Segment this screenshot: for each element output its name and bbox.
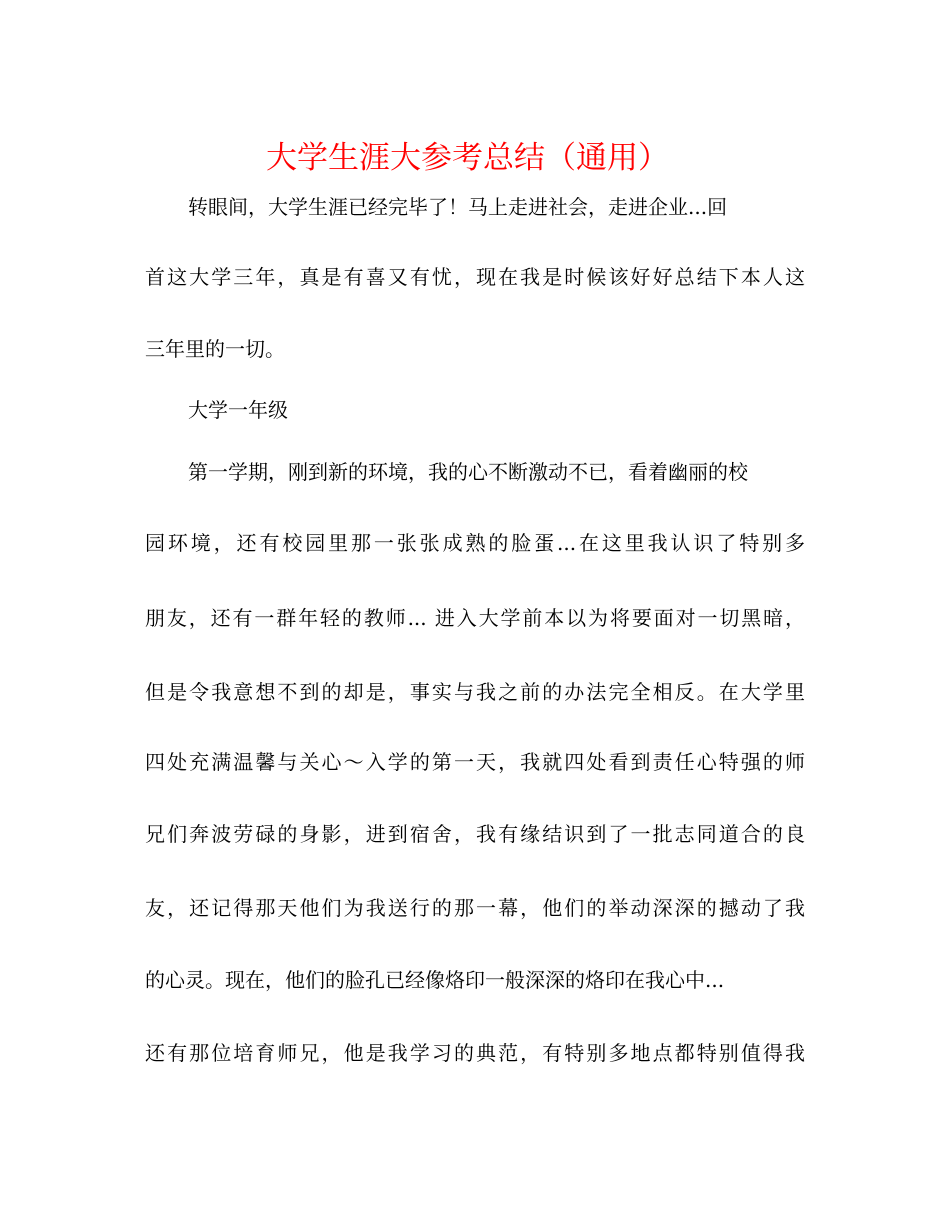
paragraph-line: 首这大学三年，真是有喜又有忧，现在我是时候该好好总结下本人这 xyxy=(145,265,805,289)
paragraph-line: 第一学期，刚到新的环境，我的心不断激动不已，看着幽丽的校 xyxy=(188,460,748,484)
paragraph-line: 友，还记得那天他们为我送行的那一幕，他们的举动深深的撼动了我 xyxy=(145,896,805,920)
section-heading: 大学一年级 xyxy=(188,398,288,422)
paragraph-line: 三年里的一切。 xyxy=(145,337,285,361)
paragraph-line: 但是令我意想不到的却是，事实与我之前的办法完全相反。在大学里 xyxy=(145,680,805,704)
paragraph-line: 还有那位培育师兄，他是我学习的典范，有特别多地点都特别值得我 xyxy=(145,1041,805,1065)
document-title: 大学生涯大参考总结（通用） xyxy=(266,140,669,176)
paragraph-line: 园环境，还有校园里那一张张成熟的脸蛋...在这里我认识了特别多 xyxy=(145,531,805,555)
paragraph-line: 兄们奔波劳碌的身影，进到宿舍，我有缘结识到了一批志同道合的良 xyxy=(145,822,805,846)
paragraph-line: 四处充满温馨与关心～入学的第一天，我就四处看到责任心特强的师 xyxy=(145,750,805,774)
paragraph-line: 的心灵。现在，他们的脸孔已经像烙印一般深深的烙印在我心中... xyxy=(145,968,725,992)
paragraph-line: 朋友，还有一群年轻的教师... 进入大学前本以为将要面对一切黑暗， xyxy=(145,606,805,630)
paragraph-line: 转眼间，大学生涯已经完毕了！马上走进社会，走进企业...回 xyxy=(188,195,728,219)
